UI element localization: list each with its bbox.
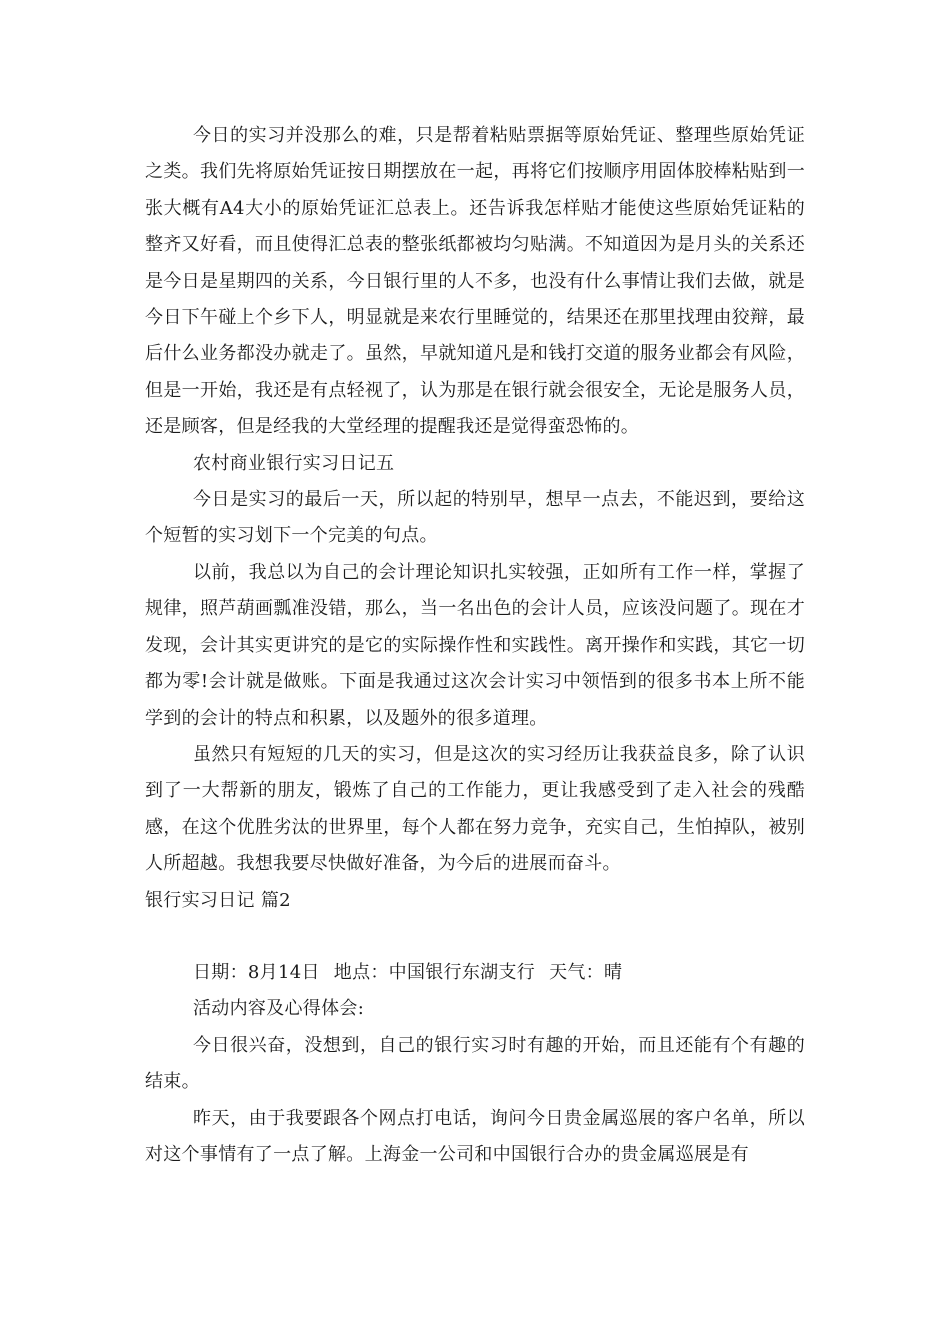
diary-meta-line bbox=[145, 955, 805, 991]
paragraph-yesterday: 昨天，由于我要跟各个网点打电话，询问今日贵金属巡展的客户名单，所以对这个事情有了一点了解。上海金一公司和中国银行合办的贵金属巡展是有 bbox=[145, 1107, 805, 1165]
weather-label: 天气： bbox=[549, 961, 604, 983]
paragraph-accounting-reflection: 以前，我总以为自己的会计理论知识扎实较强，正如所有工作一样，掌握了规律，照芦葫画瓢准没错，那么，当一名出色的会计人员，应该没问题了。现在才发现，会计其实更讲究的是它的实际操作性和实践性。离开操作和实践，其它一切都为零!会计就是做账。下面是我通过这次会计实习中领悟到的很多书本上所不能学到的会计的特点和积累，以及题外的很多道理。 bbox=[145, 561, 805, 729]
activity-heading: 活动内容及心得体会: bbox=[193, 998, 365, 1020]
paragraph-internship-summary: 虽然只有短短的几天的实习，但是这次的实习经历让我获益良多，除了认识到了一大帮新的朋友，锻炼了自己的工作能力，更让我感受到了走入社会的残酷感，在这个优胜劣汰的世界里，每个人都在努力竞争，充实自己，生怕掉队，被别人所超越。我想我要尽快做好准备，为今后的进展而奋斗。 bbox=[145, 743, 805, 875]
paragraph-last-day: 今日是实习的最后一天，所以起的特别早，想早一点去，不能迟到，要给这个短暂的实习划下一个完美的句点。 bbox=[145, 489, 805, 547]
paragraph-excited: 今日很兴奋，没想到，自己的银行实习时有趣的开始，而且还能有个有趣的结束。 bbox=[145, 1034, 805, 1093]
diary-five-title: 农村商业银行实习日记五 bbox=[193, 452, 395, 474]
text-column bbox=[145, 118, 805, 1173]
weather-value: 晴 bbox=[603, 961, 623, 983]
location-label: 地点： bbox=[333, 961, 389, 983]
location-value: 中国银行东湖支行 bbox=[388, 961, 536, 983]
blank-line bbox=[145, 919, 805, 955]
date-label: 日期： bbox=[193, 961, 248, 983]
section-heading: 银行实习日记 篇2 bbox=[145, 889, 291, 911]
date-value: 8月14日 bbox=[247, 961, 320, 983]
paragraph-diary-four-body: 今日的实习并没那么的难，只是帮着粘贴票据等原始凭证、整理些原始凭证之类。我们先将原始凭证按日期摆放在一起，再将它们按顺序用固体胶棒粘贴到一张大概有A4大小的原始凭证汇总表上。还告诉我怎样贴才能使这些原始凭证粘的整齐又好看，而且使得汇总表的整张纸都被均匀贴满。不知道因为是月头的关系还是今日是星期四的关系，今日银行里的人不多，也没有什么事情让我们去做，就是今日下午碰上个乡下人，明显就是来农行里睡觉的，结果还在那里找理由狡辩，最后什么业务都没办就走了。虽然，早就知道凡是和钱打交道的服务业都会有风险，但是一开始，我还是有点轻视了，认为那是在银行就会很安全，无论是服务人员，还是顾客，但是经我的大堂经理的提醒我还是觉得蛮恐怖的。 bbox=[145, 125, 805, 438]
